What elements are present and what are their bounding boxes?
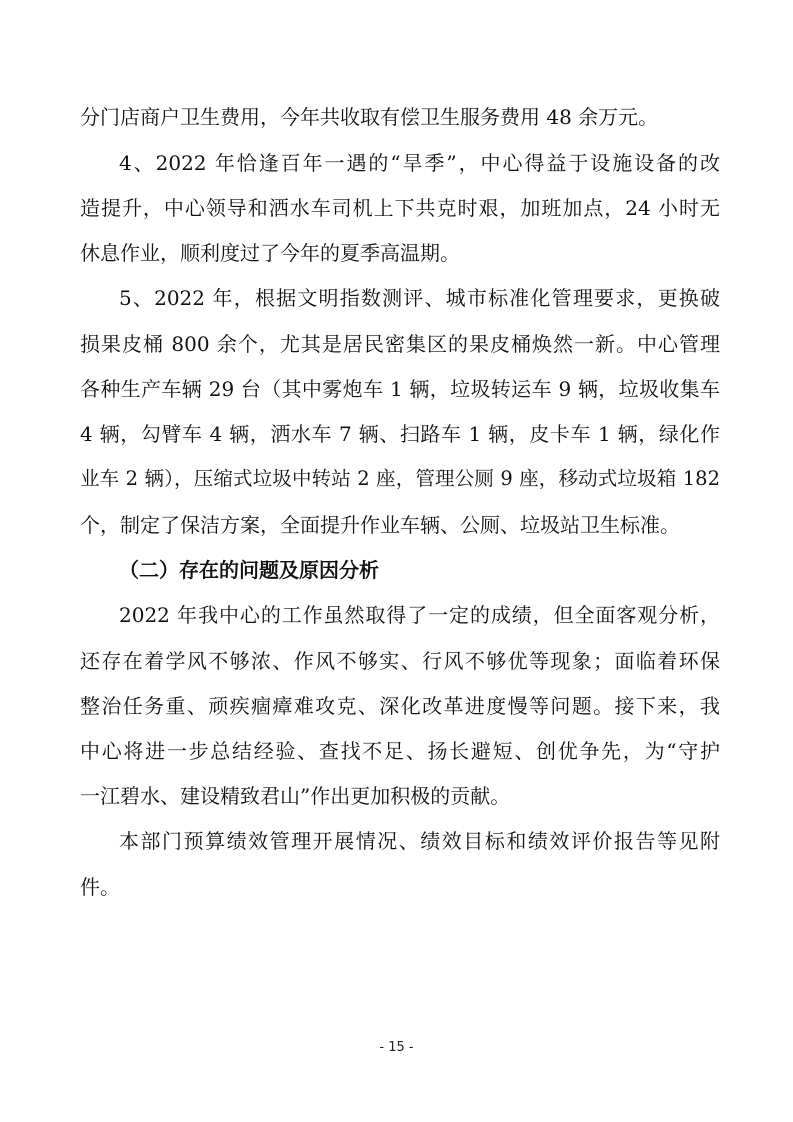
paragraph-line: 还存在着学风不够浓、作风不够实、行风不够优等现象；面临着环保 [80,649,720,673]
paragraph-line: 个，制定了保洁方案，全面提升作业车辆、公厕、垃圾站卫生标准。 [80,513,680,537]
paragraph-line: 分门店商户卫生费用，今年共收取有偿卫生服务费用 48 余万元。 [80,105,659,129]
paragraph-line: 4、2022 年恰逢百年一遇的“旱季”，中心得益于设施设备的改 [119,151,720,175]
paragraph-line: 一江碧水、建设精致君山”作出更加积极的贡献。 [80,784,511,808]
paragraph-line: 4 辆，勾臂车 4 辆，洒水车 7 辆、扫路车 1 辆，皮卡车 1 辆，绿化作 [80,422,720,446]
paragraph-line: 中心将进一步总结经验、查找不足、扬长避短、创优争先，为“守护 [80,739,720,763]
paragraph-line: 业车 2 辆），压缩式垃圾中转站 2 座，管理公厕 9 座，移动式垃圾箱 182 [80,467,720,490]
paragraph-line: 整治任务重、顽疾痼瘴难攻克、深化改革进度慢等问题。接下来，我 [80,694,720,718]
page-number: - 15 - [379,1040,414,1055]
paragraph-line: 各种生产车辆 29 台（其中雾炮车 1 辆，垃圾转运车 9 辆，垃圾收集车 [80,377,720,401]
paragraph-line: 本部门预算绩效管理开展情况、绩效目标和绩效评价报告等见附 [119,829,720,853]
paragraph-line: 件。 [80,875,120,899]
paragraph-line: 2022 年我中心的工作虽然取得了一定的成绩，但全面客观分析， [119,603,720,627]
paragraph-line: 造提升，中心领导和洒水车司机上下共克时艰，加班加点，24 小时无 [80,196,720,220]
paragraph-line: 5、2022 年，根据文明指数测评、城市标准化管理要求，更换破 [119,286,720,310]
section-heading: （二）存在的问题及原因分析 [119,558,379,582]
paragraph-line: 休息作业，顺利度过了今年的夏季高温期。 [80,241,460,265]
paragraph-line: 损果皮桶 800 余个，尤其是居民密集区的果皮桶焕然一新。中心管理 [80,332,720,356]
